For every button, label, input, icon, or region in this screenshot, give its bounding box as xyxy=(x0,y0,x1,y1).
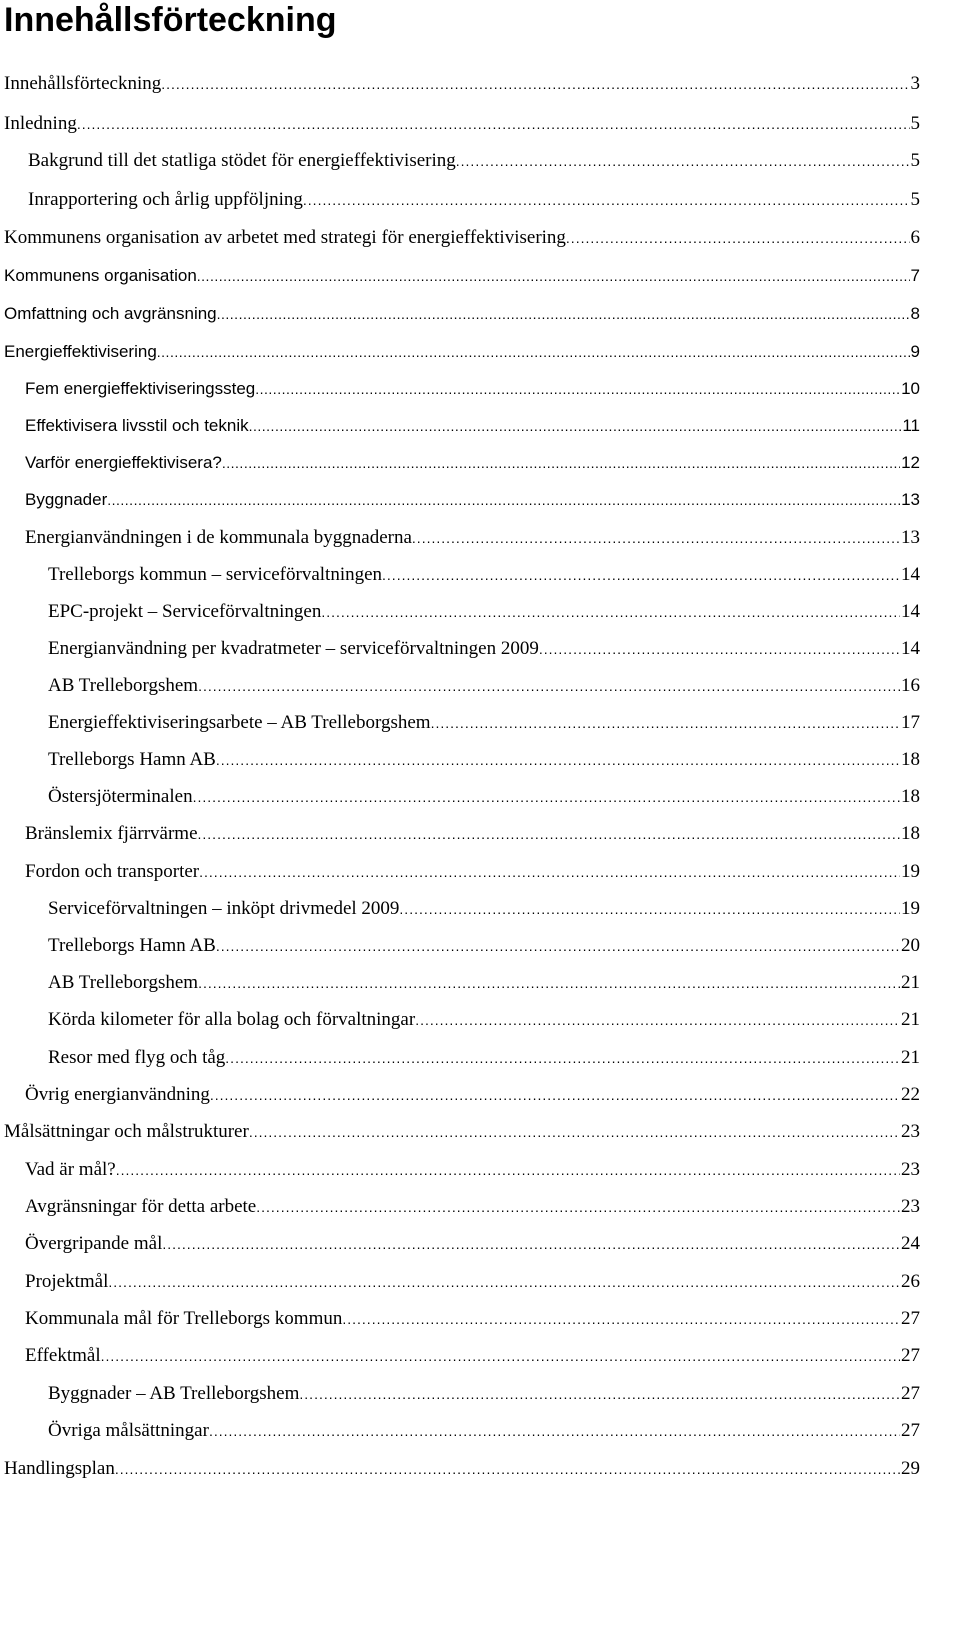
toc-entry[interactable] xyxy=(4,70,920,98)
toc-dot-leader xyxy=(382,561,900,589)
toc-entry[interactable] xyxy=(48,672,920,700)
toc-entry-label: Trelleborgs Hamn AB xyxy=(48,749,216,770)
toc-dot-leader xyxy=(415,1006,900,1034)
toc-entry[interactable] xyxy=(4,338,920,366)
toc-page-number: 21 xyxy=(901,1009,920,1030)
toc-entry-label: Östersjöterminalen xyxy=(48,786,193,807)
toc-page-number: 12 xyxy=(901,453,920,472)
toc-page-number: 13 xyxy=(901,490,920,509)
toc-entry-label: Kommunens organisation xyxy=(4,266,197,285)
toc-page-number: 27 xyxy=(901,1420,920,1441)
toc-dot-leader xyxy=(342,1305,900,1333)
toc-page-number: 29 xyxy=(901,1458,920,1479)
toc-entry-label: Övrig energianvändning xyxy=(25,1084,210,1105)
toc-dot-leader xyxy=(108,1268,900,1296)
toc-page-number: 19 xyxy=(901,898,920,919)
page-title: Innehållsförteckning xyxy=(4,1,337,39)
toc-dot-leader xyxy=(198,969,900,997)
toc-entry[interactable] xyxy=(25,1156,920,1184)
toc-page-number: 8 xyxy=(910,304,920,323)
toc-entry[interactable] xyxy=(48,1044,920,1072)
toc-dot-leader xyxy=(256,1193,900,1221)
toc-page-number: 19 xyxy=(901,861,920,882)
toc-page-number: 24 xyxy=(901,1233,920,1254)
toc-entry-label: Kommunala mål för Trelleborgs kommun xyxy=(25,1308,343,1329)
toc-entry[interactable] xyxy=(4,1118,920,1146)
toc-entry[interactable] xyxy=(25,412,920,440)
toc-entry[interactable] xyxy=(48,709,920,737)
toc-page-number: 16 xyxy=(901,675,920,696)
toc-dot-leader xyxy=(321,598,900,626)
toc-page-number: 22 xyxy=(901,1084,920,1105)
toc-entry-label: Bakgrund till det statliga stödet för energieffektivisering xyxy=(28,150,456,171)
toc-page-number: 7 xyxy=(910,266,920,285)
toc-entry[interactable] xyxy=(48,969,920,997)
toc-dot-leader xyxy=(101,1342,900,1370)
toc-dot-leader xyxy=(412,524,900,552)
toc-entry[interactable] xyxy=(25,449,920,477)
toc-page-number: 9 xyxy=(910,342,920,361)
toc-entry-label: Fordon och transporter xyxy=(25,861,200,882)
toc-dot-leader xyxy=(566,224,910,252)
toc-dot-leader xyxy=(197,262,910,290)
toc-page-number: 20 xyxy=(901,935,920,956)
toc-entry-label: Trelleborgs Hamn AB xyxy=(48,935,216,956)
toc-entry[interactable] xyxy=(48,598,920,626)
toc-entry-label: EPC-projekt – Serviceförvaltningen xyxy=(48,601,322,622)
toc-entry[interactable] xyxy=(25,820,920,848)
toc-page-number: 26 xyxy=(901,1271,920,1292)
toc-entry[interactable] xyxy=(25,1193,920,1221)
toc-entry[interactable] xyxy=(25,1342,920,1370)
toc-entry[interactable] xyxy=(48,561,920,589)
toc-entry[interactable] xyxy=(25,858,920,886)
toc-page-number: 5 xyxy=(910,150,920,171)
toc-dot-leader xyxy=(199,858,900,886)
toc-entry-label: Energianvändningen i de kommunala byggnaderna xyxy=(25,527,412,548)
toc-entry-label: Fem energieffektiviseringssteg xyxy=(25,379,256,398)
toc-entry[interactable] xyxy=(25,486,920,514)
toc-dot-leader xyxy=(198,820,900,848)
toc-entry-label: Resor med flyg och tåg xyxy=(48,1047,226,1068)
toc-entry-label: Byggnader – AB Trelleborgshem xyxy=(48,1383,300,1404)
toc-dot-leader xyxy=(456,147,910,175)
toc-dot-leader xyxy=(198,672,900,700)
toc-entry[interactable] xyxy=(28,147,920,175)
toc-dot-leader xyxy=(209,1417,900,1445)
toc-page-number: 21 xyxy=(901,1047,920,1068)
toc-entry[interactable] xyxy=(4,1455,920,1483)
toc-dot-leader xyxy=(217,300,910,328)
toc-dot-leader xyxy=(431,709,900,737)
toc-page-number: 5 xyxy=(910,189,920,210)
toc-page-number: 5 xyxy=(910,113,920,134)
toc-dot-leader xyxy=(299,1380,900,1408)
toc-dot-leader xyxy=(255,375,900,403)
toc-entry-label: Körda kilometer för alla bolag och förvaltningar xyxy=(48,1009,416,1030)
toc-entry[interactable] xyxy=(48,783,920,811)
toc-page-number: 14 xyxy=(901,638,920,659)
toc-entry[interactable] xyxy=(4,262,920,290)
toc-entry-label: Inledning xyxy=(4,113,77,134)
toc-entry-label: Bränslemix fjärrvärme xyxy=(25,823,198,844)
toc-entry-label: Energieffektiviseringsarbete – AB Trelleborgshem xyxy=(48,712,431,733)
toc-entry-label: Avgränsningar för detta arbete xyxy=(25,1196,257,1217)
toc-entry[interactable] xyxy=(28,186,920,214)
toc-page-number: 14 xyxy=(901,564,920,585)
toc-entry[interactable] xyxy=(48,1006,920,1034)
toc-entry-label: Övriga målsättningar xyxy=(48,1420,209,1441)
toc-page-number: 17 xyxy=(901,712,920,733)
toc-page-number: 13 xyxy=(901,527,920,548)
toc-entry[interactable] xyxy=(48,932,920,960)
toc-entry-label: AB Trelleborgshem xyxy=(48,675,199,696)
toc-dot-leader xyxy=(107,486,900,514)
toc-page-number: 3 xyxy=(910,73,920,94)
toc-page-number: 27 xyxy=(901,1345,920,1366)
toc-entry[interactable] xyxy=(25,1305,920,1333)
toc-page-number: 18 xyxy=(901,823,920,844)
toc-page-number: 23 xyxy=(901,1121,920,1142)
toc-entry[interactable] xyxy=(48,746,920,774)
toc-dot-leader xyxy=(225,1044,900,1072)
toc-dot-leader xyxy=(77,110,910,138)
toc-page-number: 23 xyxy=(901,1196,920,1217)
toc-entry-label: Trelleborgs kommun – serviceförvaltningen xyxy=(48,564,383,585)
toc-entry[interactable] xyxy=(25,1230,920,1258)
toc-page-number: 10 xyxy=(901,379,920,398)
toc-entry[interactable] xyxy=(25,375,920,403)
toc-entry-label: Energieffektivisering xyxy=(4,342,157,361)
toc-page-number: 6 xyxy=(910,227,920,248)
toc-entry-label: Innehållsförteckning xyxy=(4,73,162,94)
toc-entry-label: Handlingsplan xyxy=(4,1458,115,1479)
toc-entry[interactable] xyxy=(4,300,920,328)
toc-dot-leader xyxy=(116,1156,900,1184)
toc-page-number: 27 xyxy=(901,1383,920,1404)
toc-dot-leader xyxy=(115,1455,900,1483)
toc-dot-leader xyxy=(210,1081,900,1109)
toc-entry-label: Kommunens organisation av arbetet med strategi för energieffektivisering xyxy=(4,227,566,248)
toc-dot-leader xyxy=(157,338,910,366)
toc-entry-label: Övergripande mål xyxy=(25,1233,163,1254)
toc-entry-label: Omfattning och avgränsning xyxy=(4,304,217,323)
toc-entry-label: Inrapportering och årlig uppföljning xyxy=(28,189,303,210)
toc-dot-leader xyxy=(193,783,900,811)
toc-dot-leader xyxy=(303,186,910,214)
toc-entry-label: Varför energieffektivisera? xyxy=(25,453,222,472)
toc-entry-label: Projektmål xyxy=(25,1271,109,1292)
toc-entry[interactable] xyxy=(4,110,920,138)
toc-page-number: 27 xyxy=(901,1308,920,1329)
toc-entry-label: Effektivisera livsstil och teknik xyxy=(25,416,249,435)
toc-dot-leader xyxy=(162,1230,900,1258)
toc-entry[interactable] xyxy=(25,1268,920,1296)
toc-page-number: 18 xyxy=(901,749,920,770)
toc-entry-label: Byggnader xyxy=(25,490,108,509)
toc-entry-label: Serviceförvaltningen – inköpt drivmedel 2009 xyxy=(48,898,400,919)
toc-dot-leader xyxy=(216,746,900,774)
toc-dot-leader xyxy=(222,449,900,477)
toc-entry[interactable] xyxy=(25,524,920,552)
toc-entry-label: Målsättningar och målstrukturer xyxy=(4,1121,249,1142)
toc-entry-label: Energianvändning per kvadratmeter – serviceförvaltningen 2009 xyxy=(48,638,539,659)
toc-page-number: 18 xyxy=(901,786,920,807)
toc-page-number: 11 xyxy=(902,416,920,435)
toc-entry[interactable] xyxy=(25,1081,920,1109)
toc-page-number: 14 xyxy=(901,601,920,622)
toc-dot-leader xyxy=(161,70,909,98)
toc-page-number: 21 xyxy=(901,972,920,993)
toc-entry[interactable] xyxy=(48,895,920,923)
toc-entry[interactable] xyxy=(48,1417,920,1445)
toc-entry-label: Effektmål xyxy=(25,1345,101,1366)
toc-dot-leader xyxy=(249,1118,900,1146)
toc-page-number: 23 xyxy=(901,1159,920,1180)
toc-entry-label: Vad är mål? xyxy=(25,1159,116,1180)
toc-entry[interactable] xyxy=(48,635,920,663)
toc-dot-leader xyxy=(539,635,900,663)
toc-dot-leader xyxy=(216,932,900,960)
toc-dot-leader xyxy=(249,412,902,440)
toc-entry-label: AB Trelleborgshem xyxy=(48,972,199,993)
toc-dot-leader xyxy=(399,895,900,923)
toc-entry[interactable] xyxy=(48,1380,920,1408)
toc-entry[interactable] xyxy=(4,224,920,252)
